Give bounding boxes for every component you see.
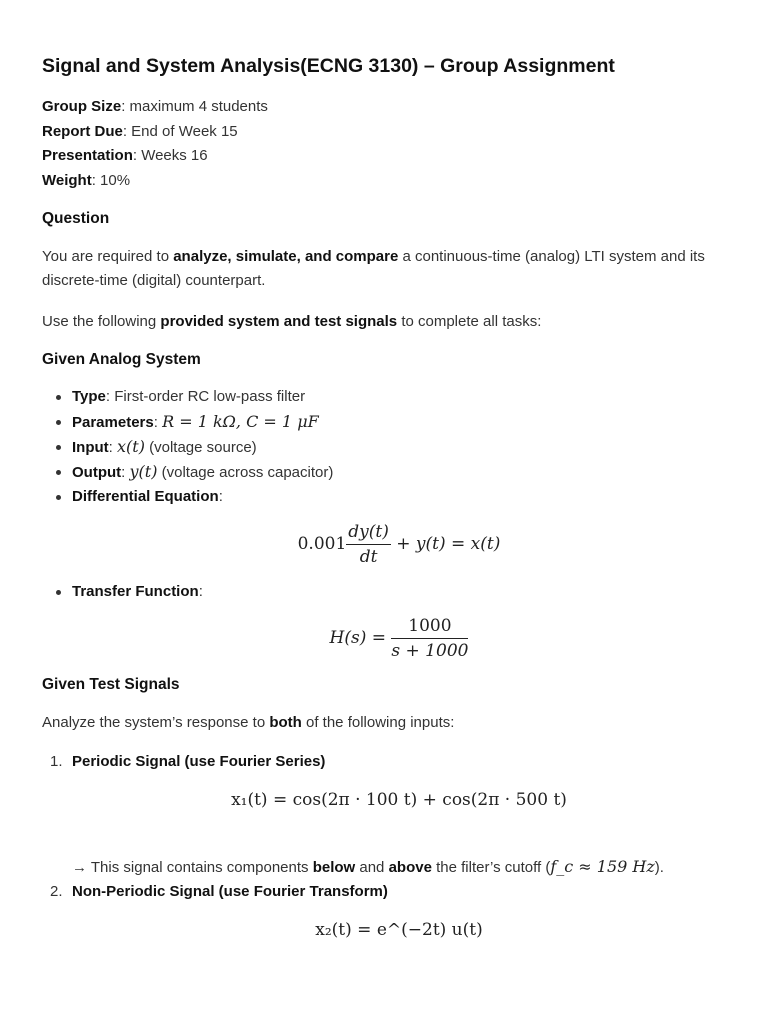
question-use [42, 310, 722, 334]
meta-label: Presentation [42, 147, 133, 164]
bullet-output [72, 462, 333, 483]
bullet-input [72, 437, 257, 458]
text-bold: provided system and test signals [160, 313, 398, 330]
text-run: ). [654, 859, 664, 876]
text-run: : [218, 488, 223, 505]
bullet-type [72, 387, 305, 407]
list-item-label: Periodic Signal (use Fourier Series) [72, 753, 326, 770]
bullet-parameters [72, 412, 319, 433]
math-cutoff: f_c ≈ 159 Hz [550, 857, 655, 876]
meta-label: Report Due [42, 123, 123, 140]
text-run: to complete all tasks: [397, 313, 542, 330]
text-run: Analyze the system’s response to [42, 714, 270, 731]
meta-weight [42, 171, 130, 191]
text-bold: below [312, 859, 356, 876]
bullet-differential-equation [72, 487, 223, 507]
text-run: : [108, 439, 117, 456]
bullet-label: Transfer Function [72, 583, 199, 600]
list-item-non-periodic-signal [50, 882, 388, 902]
test-signals-heading: Given Test Signals [42, 676, 180, 693]
meta-report-due [42, 122, 238, 142]
eq-denominator: dt [359, 547, 378, 567]
list-number: 2. [50, 883, 63, 900]
list-item-periodic-signal [50, 752, 326, 772]
bullet-label: Differential Equation [72, 488, 219, 505]
text-bold: above [388, 859, 432, 876]
text-run: You are required to [42, 248, 174, 265]
text-bold: both [269, 714, 302, 731]
meta-value: : 10% [91, 172, 131, 189]
meta-value: : Weeks 16 [132, 147, 208, 164]
text-run: Use the following [42, 313, 161, 330]
text-run: : [153, 414, 163, 431]
eq-derivative-fraction [346, 522, 391, 567]
question-intro [42, 245, 722, 293]
text-run: and [355, 859, 389, 876]
bullet-transfer-function [72, 582, 203, 602]
eq-tf-fraction [391, 616, 468, 661]
text-run: the filter’s cutoff ( [431, 859, 551, 876]
meta-presentation [42, 146, 208, 166]
text-run: a continuous-time (analog) LTI system and its discrete-time (digital) counterpart. [42, 248, 705, 289]
meta-group-size [42, 97, 268, 117]
bullet-label: Output [72, 464, 122, 481]
meta-value: : End of Week 15 [122, 123, 238, 140]
math-parameters: R = 1 kΩ, C = 1 μF [162, 412, 319, 431]
meta-label: Group Size [42, 98, 122, 115]
non-periodic-signal-equation: x₂(t) = e^(−2t) u(t) [315, 920, 483, 940]
eq-coefficient: 0.001 [297, 534, 347, 554]
text-run: of the following inputs: [301, 714, 455, 731]
bullet-value: (voltage across capacitor) [157, 464, 334, 481]
transfer-function-equation [0, 616, 768, 661]
question-heading: Question [42, 210, 110, 227]
bullet-value: (voltage source) [144, 439, 257, 456]
text-bold: analyze, simulate, and compare [173, 248, 399, 265]
meta-value: : maximum 4 students [121, 98, 268, 115]
text-run: : [198, 583, 203, 600]
eq-rest: + y(t) = x(t) [390, 534, 501, 554]
eq-numerator: 1000 [391, 616, 468, 639]
math-input: x(t) [117, 437, 145, 456]
text-run: → This signal contains components [72, 859, 313, 876]
test-signals-intro [42, 711, 722, 735]
periodic-signal-equation: x₁(t) = cos(2π · 100 t) + cos(2π · 500 t) [231, 790, 567, 810]
text-run: : [121, 464, 130, 481]
analog-system-heading: Given Analog System [42, 351, 201, 368]
bullet-label: Type [72, 388, 106, 405]
bullet-label: Input [72, 439, 109, 456]
differential-equation [0, 522, 768, 567]
meta-label: Weight [42, 172, 92, 189]
eq-denominator: s + 1000 [391, 641, 469, 661]
eq-numerator: dy(t) [346, 522, 391, 545]
math-output: y(t) [129, 462, 158, 481]
list-number: 1. [50, 753, 63, 770]
eq-lhs: H(s) = [329, 628, 392, 648]
cutoff-note [72, 857, 664, 878]
bullet-value: : First-order RC low-pass filter [105, 388, 306, 405]
list-item-label: Non-Periodic Signal (use Fourier Transform) [72, 883, 388, 900]
page-title: Signal and System Analysis(ECNG 3130) – Group Assignment [42, 55, 615, 77]
bullet-label: Parameters [72, 414, 154, 431]
